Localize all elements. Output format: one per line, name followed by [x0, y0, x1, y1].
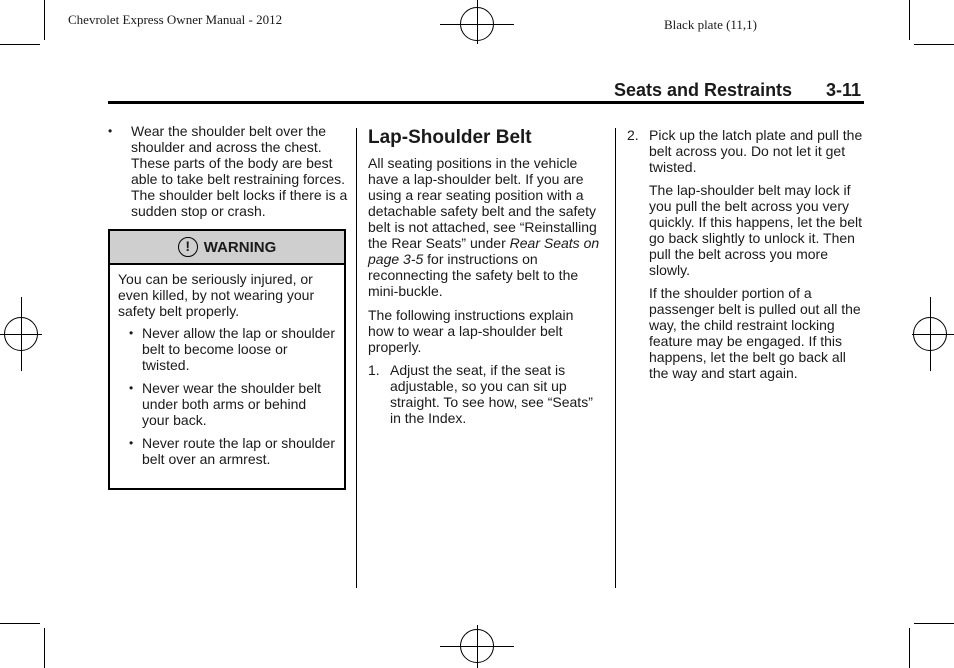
crop-mark: [0, 44, 40, 45]
registration-target-icon: [477, 0, 478, 44]
warning-bullet-text: Never route the lap or shoulder belt over an armrest.: [142, 435, 335, 467]
list-item: [118, 435, 336, 467]
step-number: 1.: [368, 362, 380, 378]
list-item: [118, 380, 336, 428]
paragraph: The lap-shoulder belt may lock if you pull the belt across you very quickly. If this happens, let the belt go back slightly to unlock it. Then pull the belt across you more slowly.: [649, 182, 862, 278]
crop-mark: [914, 44, 954, 45]
step-number: 2.: [627, 127, 639, 143]
warning-bullet-text: Never wear the shoulder belt under both arms or behind your back.: [142, 380, 321, 428]
registration-target-icon: [930, 297, 931, 371]
numbered-step: [368, 362, 600, 426]
bullet-icon: •: [108, 124, 113, 138]
bullet-icon: •: [129, 326, 134, 340]
crop-mark: [0, 623, 40, 624]
warning-body: [110, 265, 344, 467]
bullet-text: Wear the shoulder belt over the shoulder and across the chest. These parts of the body are best able to take belt restraining forces. The shoulder belt locks if there is a sudden stop or crash.: [131, 123, 348, 219]
paragraph: The following instructions explain how to wear a lap-shoulder belt properly.: [368, 307, 574, 355]
paragraph-text: for instructions on reconnecting the safety belt to the mini-buckle.: [368, 251, 579, 299]
column-2: [368, 155, 600, 426]
crop-mark: [914, 623, 954, 624]
warning-intro: You can be seriously injured, or even killed, by not wearing your safety belt properly.: [118, 271, 315, 319]
manual-title: Chevrolet Express Owner Manual - 2012: [68, 12, 283, 27]
crop-mark: [44, 628, 45, 668]
registration-target-icon: [477, 625, 478, 668]
page-number: 3-11: [826, 80, 862, 100]
warning-box: [108, 229, 346, 490]
column-divider: [615, 128, 616, 588]
list-item: [118, 325, 336, 373]
column-1: [108, 123, 348, 219]
section-title: Seats and Restraints: [614, 80, 793, 100]
warning-bullet-text: Never allow the lap or shoulder belt to become loose or twisted.: [142, 325, 335, 373]
page-reference-link[interactable]: Rear Seats on page 3-5: [368, 235, 600, 267]
warning-header: [110, 231, 344, 265]
crop-mark: [909, 628, 910, 668]
list-item: [108, 123, 348, 219]
step-text: Pick up the latch plate and pull the belt across you. Do not let it get twisted.: [649, 127, 863, 175]
numbered-step: [627, 127, 867, 175]
crop-mark: [909, 0, 910, 40]
column-divider: [356, 128, 357, 588]
paragraph: [368, 155, 600, 299]
registration-target-icon: [21, 297, 22, 371]
column-3: [627, 127, 867, 381]
warning-title: WARNING: [203, 238, 277, 256]
section-heading: Lap-Shoulder Belt: [368, 127, 532, 148]
paragraph-text: All seating positions in the vehicle have a lap-shoulder belt. If you are using a rear seating position with a detachable safety belt and the safety belt is not attached, see “Reinstalling the Rear Seats” under: [368, 155, 597, 251]
crop-mark: [44, 0, 45, 40]
bullet-icon: •: [129, 436, 134, 450]
warning-icon: !: [178, 237, 198, 257]
header-rule: [108, 101, 864, 104]
registration-target-icon: [912, 334, 954, 335]
plate-label: Black plate (11,1): [664, 17, 758, 32]
step-text: Adjust the seat, if the seat is adjustable, so you can sit up straight. To see how, see “Seats” in the Index.: [390, 362, 593, 426]
paragraph: If the shoulder portion of a passenger belt is pulled out all the way, the child restraint locking feature may be engaged. If this happens, let the belt go back all the way and start again.: [649, 285, 861, 381]
bullet-icon: •: [129, 381, 134, 395]
